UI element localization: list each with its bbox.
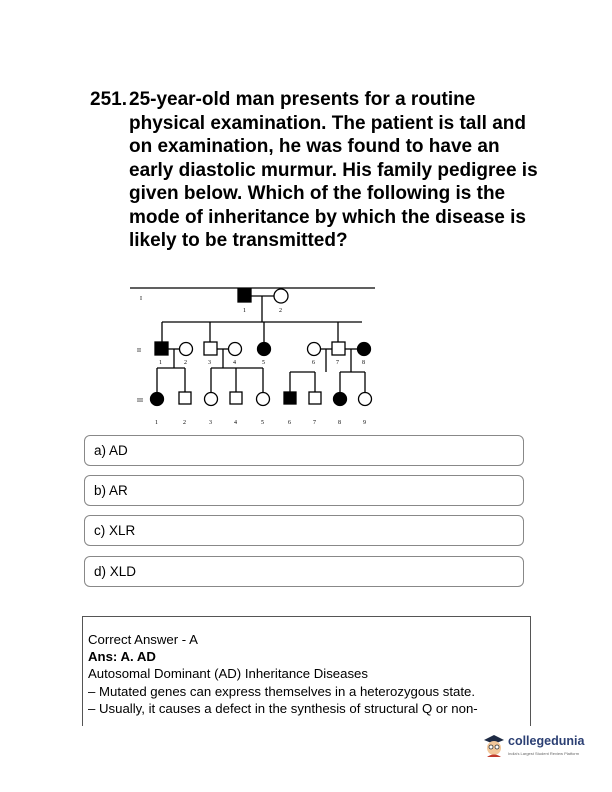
- gen3-7-male: [309, 392, 321, 404]
- gen2-6-female: [308, 343, 321, 356]
- gen2-4-female: [229, 343, 242, 356]
- option-b[interactable]: b) AR: [84, 475, 524, 506]
- svg-text:8: 8: [338, 420, 341, 426]
- gen2-3-male: [204, 342, 217, 355]
- logo-tagline: India's Largest Student Review Platform: [508, 751, 580, 756]
- collegedunia-logo: [482, 733, 592, 763]
- gen3-2-male: [179, 392, 191, 404]
- answer-line-2: – Usually, it causes a defect in the synthesis of structural Q or non-: [88, 700, 478, 716]
- answer-heading: Autosomal Dominant (AD) Inheritance Diseases: [88, 666, 368, 682]
- svg-text:3: 3: [208, 360, 211, 366]
- gen2-2-female: [180, 343, 193, 356]
- question-number: 251.: [90, 89, 127, 110]
- answer-line-1: – Mutated genes can express themselves in a heterozygous state.: [88, 683, 476, 699]
- svg-text:6: 6: [312, 360, 315, 366]
- svg-text:9: 9: [363, 420, 366, 426]
- gen2-8-female-affected: [358, 343, 371, 356]
- answer-box: [82, 616, 531, 726]
- gen3-8-female-affected: [334, 393, 347, 406]
- gen2-1-male-affected: [155, 342, 168, 355]
- svg-text:8: 8: [362, 360, 365, 366]
- gen3-9-female: [359, 393, 372, 406]
- gen3-5-female: [257, 393, 270, 406]
- gen-label-2: II: [137, 348, 141, 354]
- svg-text:3: 3: [209, 420, 212, 426]
- gen1-female: [274, 289, 288, 303]
- svg-text:4: 4: [234, 420, 237, 426]
- svg-text:1: 1: [243, 308, 246, 314]
- svg-text:5: 5: [261, 420, 264, 426]
- svg-text:5: 5: [262, 360, 265, 366]
- gen3-1-female-affected: [151, 393, 164, 406]
- option-c[interactable]: c) XLR: [84, 515, 524, 546]
- logo-name: collegedunia: [508, 734, 585, 748]
- answer-label: Ans: A. AD: [88, 649, 156, 665]
- svg-text:2: 2: [279, 308, 282, 314]
- svg-text:7: 7: [313, 420, 316, 426]
- gen2-7-male: [332, 342, 345, 355]
- gen3-6-male-affected: [284, 392, 296, 404]
- option-a[interactable]: a) AD: [84, 435, 524, 466]
- option-d[interactable]: d) XLD: [84, 556, 524, 587]
- svg-text:2: 2: [183, 420, 186, 426]
- question-text: 25-year-old man presents for a routine physical examination. The patient is tall and on examination, he was found to have an early diastolic murmur. His family pedigree is given below. Which of the following is the mode of inheritance by which the disease is likely to be transmitted?: [129, 89, 538, 251]
- gen-label-3: III: [137, 398, 143, 404]
- svg-text:2: 2: [184, 360, 187, 366]
- gen1-male-affected: [238, 289, 251, 302]
- svg-text:6: 6: [288, 420, 291, 426]
- mascot-icon: [482, 733, 506, 759]
- gen-label-1: I: [140, 296, 142, 302]
- svg-text:7: 7: [336, 360, 339, 366]
- gen3-3-female: [205, 393, 218, 406]
- gen2-5-female-affected: [258, 343, 271, 356]
- svg-text:1: 1: [155, 420, 158, 426]
- gen3-4-male: [230, 392, 242, 404]
- correct-answer: Correct Answer - A: [88, 632, 198, 647]
- svg-text:1: 1: [159, 360, 162, 366]
- svg-text:4: 4: [233, 360, 236, 366]
